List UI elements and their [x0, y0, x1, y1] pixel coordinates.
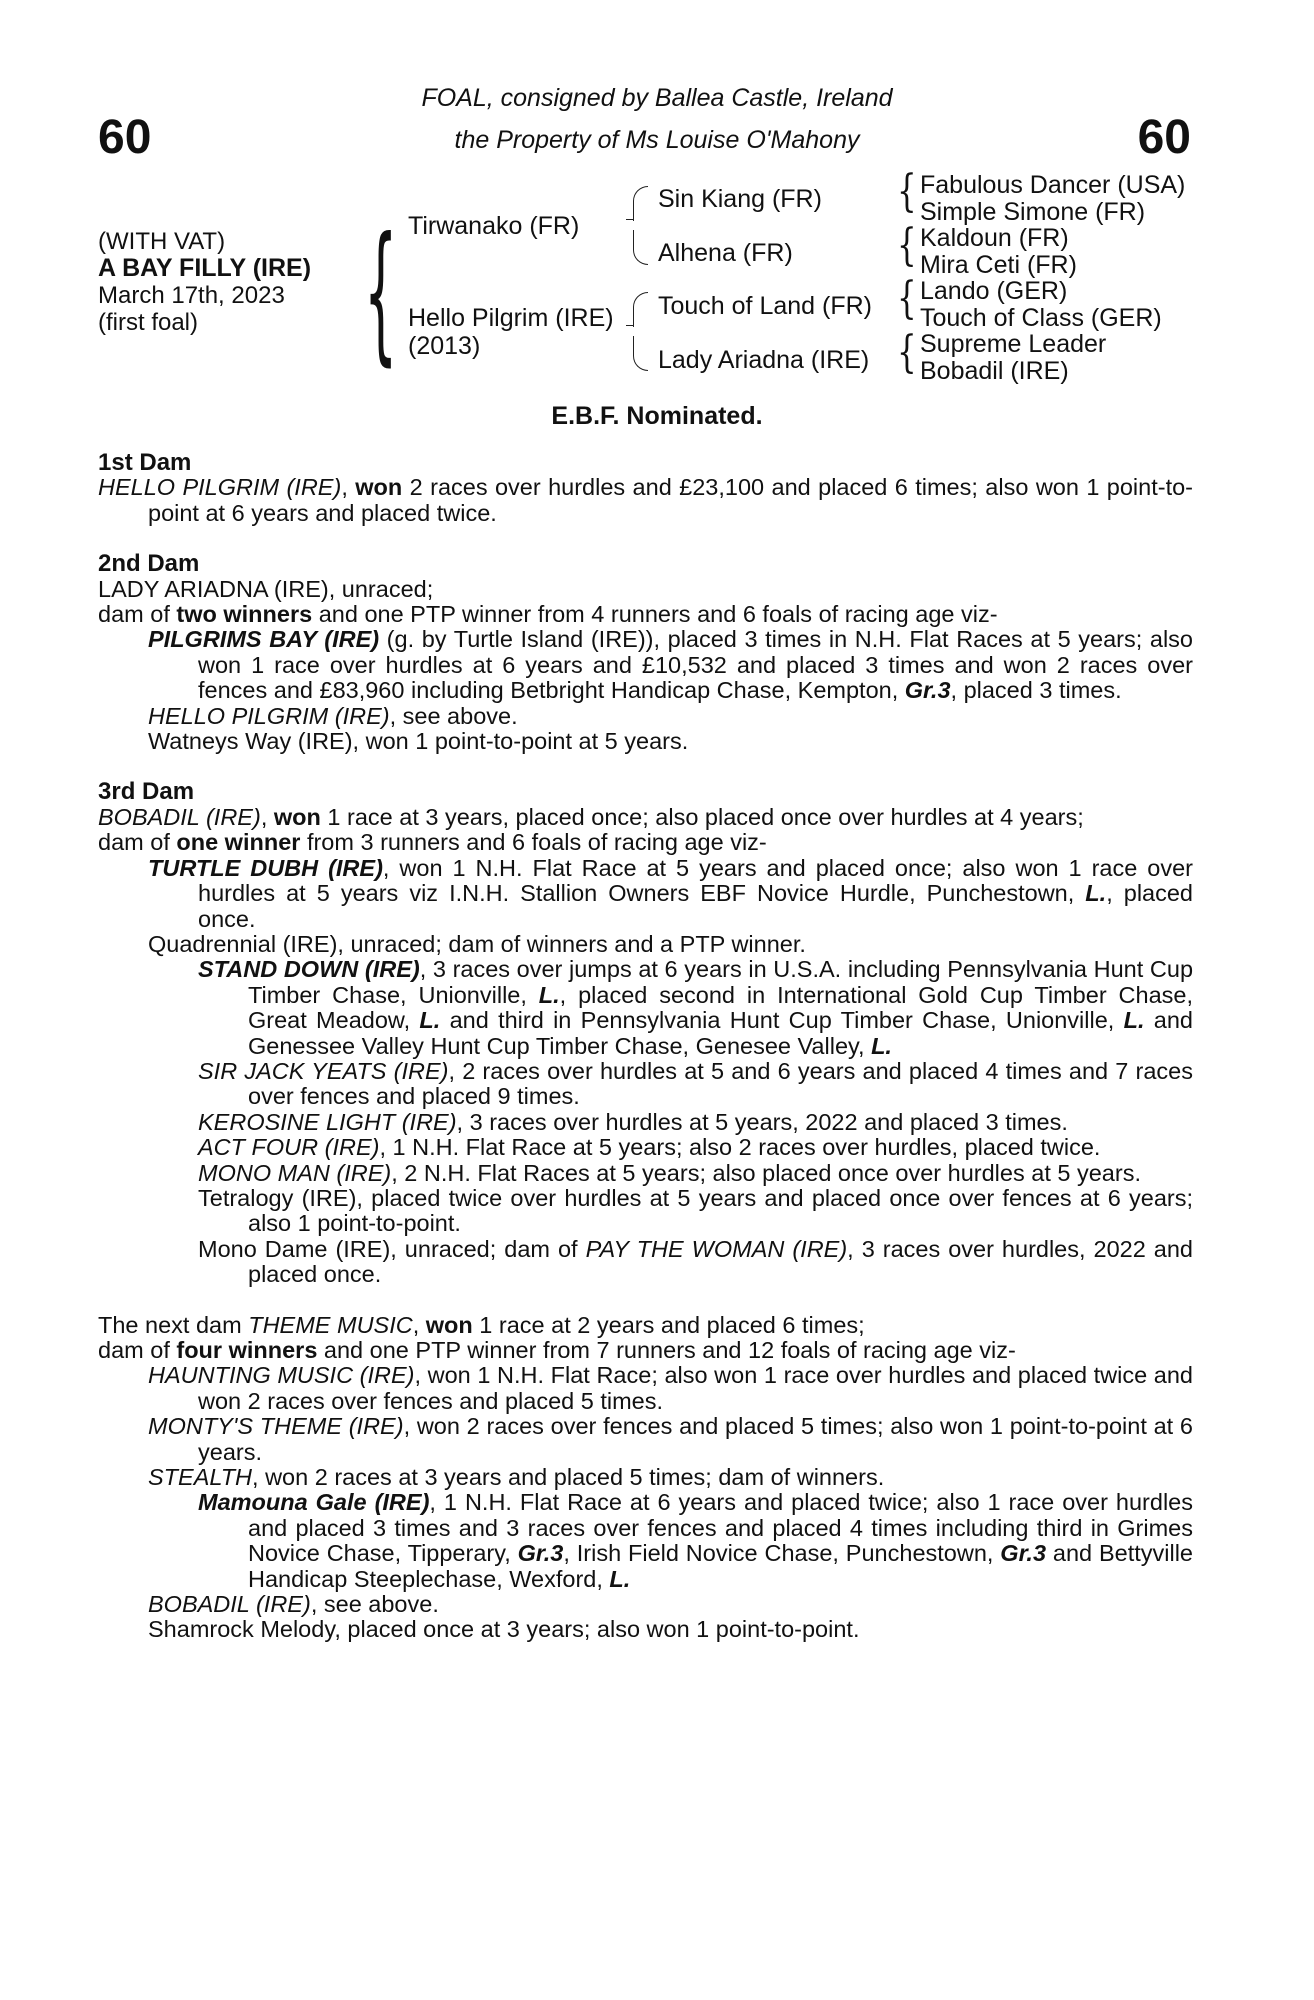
second-dam-produce-3: Watneys Way (IRE), won 1 point-to-point at 5 years.	[148, 728, 689, 755]
text: , won 2 races over fences and placed 5 times; also won 1 point-to-point at 6 years.	[198, 1413, 1193, 1465]
text: dam of	[98, 601, 177, 628]
produce-name: PAY THE WOMAN (IRE)	[585, 1235, 848, 1262]
dam-name: BOBADIL (IRE)	[98, 803, 261, 830]
grade-badge: Gr.3	[1000, 1540, 1047, 1567]
gen3-sss: Fabulous Dancer (USA)	[920, 171, 1186, 199]
consignor-line: FOAL, consigned by Ballea Castle, Ireland	[421, 84, 893, 112]
grade-badge: Gr.3	[517, 1540, 564, 1567]
ebf-nomination: E.B.F. Nominated.	[551, 402, 763, 430]
dam-year: (2013)	[408, 332, 481, 360]
sire-brace-point	[626, 219, 634, 220]
dam-brace-top	[633, 292, 648, 327]
listed-badge: L.	[871, 1032, 892, 1059]
gen3-ddd: Bobadil (IRE)	[920, 356, 1069, 385]
second-dam-heading: 2nd Dam	[98, 550, 200, 578]
winners-count: one winner	[176, 829, 301, 856]
property-line: the Property of Ms Louise O'Mahony	[454, 126, 860, 154]
sire-name: Tirwanako (FR)	[408, 212, 580, 240]
third-dam-line2	[98, 830, 1193, 855]
second-dam-produce-1	[98, 627, 1193, 703]
winners-count: two winners	[176, 601, 313, 628]
text: (g. by Turtle Island (IRE)), placed 3 times in N.H. Flat Races at 5 years; also won 1 race over hurdles at 6 years and £10,532 and placed 3 times and won 2 races over fences and £83,960 including Betbright Handicap Chase, Kempton,	[198, 626, 1193, 704]
dam-brace-point	[626, 325, 634, 326]
text: and Genessee Valley Hunt Cup Timber Chase, Genesee Valley,	[248, 1007, 1193, 1059]
listed-badge: L.	[609, 1565, 631, 1592]
produce-name: BOBADIL (IRE)	[148, 1591, 311, 1618]
won-word: won	[273, 803, 321, 830]
produce-name: ACT FOUR (IRE)	[198, 1134, 380, 1161]
third-dam-grand-3	[98, 1110, 1193, 1135]
sire-brace-bottom	[633, 230, 648, 265]
text: , 3 races over hurdles at 5 years, 2022 and placed 3 times.	[456, 1108, 1068, 1135]
produce-name: STEALTH	[148, 1464, 253, 1491]
gen3-ssd: Simple Simone (FR)	[920, 197, 1146, 226]
third-dam-heading: 3rd Dam	[98, 778, 195, 806]
produce-name: MONO MAN (IRE)	[198, 1159, 392, 1186]
text: and third in Pennsylvania Hunt Cup Timber Chase, Unionville,	[440, 1007, 1124, 1034]
dam-dam: Lady Ariadna (IRE)	[658, 346, 870, 374]
text: , see above.	[310, 1591, 439, 1618]
sire-sire: Sin Kiang (FR)	[658, 185, 822, 213]
next-dam-line1: The next dam THEME MUSIC, won 1 race at 2 years and placed 6 times;	[98, 1311, 865, 1338]
gen3-group-1	[920, 172, 1185, 384]
text: and Bettyville Handicap Steeplechase, Wexford,	[248, 1540, 1193, 1592]
text: and one PTP winner from 4 runners and 6 foals of racing age viz-	[312, 601, 998, 628]
third-dam-grand-1	[98, 957, 1193, 1059]
vat-note: (WITH VAT)	[98, 228, 226, 255]
listed-badge: L.	[1085, 880, 1107, 907]
third-dam-grand-2	[98, 1059, 1193, 1110]
gen3-dsd: Touch of Class (GER)	[920, 303, 1162, 332]
listed-badge: L.	[1123, 1007, 1145, 1034]
text: , placed once.	[198, 880, 1193, 932]
dam-name: Hello Pilgrim (IRE)	[408, 304, 614, 332]
won-word: won	[425, 1311, 473, 1338]
gen3-brace-1: {	[897, 166, 917, 217]
foaling-date: March 17th, 2023	[98, 282, 285, 309]
gen3-brace-3: {	[897, 273, 917, 324]
text: , 2 N.H. Flat Races at 5 years; also placed once over hurdles at 5 years.	[391, 1159, 1141, 1186]
gen3-dss: Lando (GER)	[920, 277, 1068, 305]
sire-dam: Alhena (FR)	[658, 239, 793, 267]
gen3-brace-4: {	[897, 327, 917, 378]
foal-note: (first foal)	[98, 309, 199, 336]
listed-badge: L.	[419, 1007, 441, 1034]
text: dam of	[98, 1337, 177, 1363]
text: , placed 3 times.	[950, 677, 1122, 704]
third-dam-grand-4	[98, 1135, 1193, 1160]
produce-name: SIR JACK YEATS (IRE)	[198, 1057, 449, 1084]
produce-name: HAUNTING MUSIC (IRE)	[148, 1362, 415, 1389]
second-dam-line2	[98, 602, 1193, 627]
main-brace: {	[364, 206, 398, 380]
next-dam-produce-1	[98, 1363, 1193, 1414]
won-word: won	[355, 474, 403, 501]
text: , 1 N.H. Flat Race at 5 years; also 2 races over hurdles, placed twice.	[379, 1134, 1101, 1161]
text: Mono Dame (IRE), unraced; dam of	[198, 1235, 586, 1262]
text: , 3 races over hurdles, 2022 and placed once.	[248, 1235, 1194, 1288]
text: , won 1 N.H. Flat Race; also won 1 race over hurdles and placed twice and won 2 races over fences and placed 5 times.	[198, 1362, 1193, 1414]
text: The next dam	[98, 1311, 249, 1338]
third-dam-line1: BOBADIL (IRE), won 1 race at 3 years, placed once; also placed once over hurdles at 4 years;	[98, 803, 1084, 830]
dam-brace-bottom	[633, 336, 648, 371]
text: , won 1 N.H. Flat Race at 5 years and placed once; also won 1 race over hurdles at 5 years viz I.N.H. Stallion Owners EBF Novice Hurdle, Punchestown,	[198, 854, 1193, 907]
text: , see above.	[389, 702, 518, 729]
text: , won 2 races at 3 years and placed 5 times; dam of winners.	[252, 1464, 885, 1491]
catalogue-body	[98, 450, 1193, 1643]
text: dam of	[98, 829, 177, 856]
gen3-dds: Supreme Leader	[920, 330, 1107, 358]
next-dam-produce-3	[98, 1465, 1193, 1490]
third-dam-grand-6: Tetralogy (IRE), placed twice over hurdles at 5 years and placed once over fences at 6 years; also 1 point-to-point.	[198, 1184, 1193, 1237]
text: , placed second in International Gold Cup Timber Chase, Great Meadow,	[248, 981, 1193, 1034]
third-dam-grand-5	[98, 1161, 1193, 1186]
produce-name: STAND DOWN (IRE)	[198, 956, 420, 983]
first-dam-text: 2 races over hurdles and £23,100 and placed 6 times; also won 1 point-to-point at 6 years and placed twice.	[148, 474, 1193, 526]
text: , 3 races over jumps at 6 years in U.S.A. including Pennsylvania Hunt Cup Timber Chase, Unionville,	[248, 956, 1194, 1008]
listed-badge: L.	[538, 981, 560, 1008]
text: , Irish Field Novice Chase, Punchestown,	[563, 1540, 1001, 1567]
next-dam-produce-2	[98, 1414, 1193, 1465]
text: 1 race at 2 years and placed 6 times;	[472, 1311, 865, 1338]
third-dam-produce-2: Quadrennial (IRE), unraced; dam of winners and a PTP winner.	[148, 930, 806, 957]
winners-count: four winners	[176, 1337, 318, 1363]
next-dam-grand-1	[98, 1490, 1193, 1592]
third-dam-grand-7	[98, 1237, 1193, 1288]
sire-brace-top	[633, 186, 648, 221]
produce-name: KEROSINE LIGHT (IRE)	[198, 1108, 457, 1135]
grade-badge: Gr.3	[904, 677, 951, 704]
produce-name: TURTLE DUBH (IRE)	[148, 854, 383, 881]
text: , 1 N.H. Flat Race at 6 years and placed twice; also 1 race over hurdles and placed 3 times and 3 races over fences and placed 4 times including third in Grimes Novice Chase, Tipperary,	[248, 1489, 1193, 1567]
text: , 2 races over hurdles at 5 and 6 years and placed 4 times and 7 races over fences and placed 9 times.	[248, 1057, 1193, 1110]
lot-number-left: 60	[98, 111, 152, 164]
dam-name: THEME MUSIC	[248, 1311, 413, 1338]
third-dam-produce-1	[98, 856, 1193, 932]
gen3-sdd: Mira Ceti (FR)	[920, 250, 1077, 279]
next-dam-produce-5: Shamrock Melody, placed once at 3 years; also won 1 point-to-point.	[148, 1616, 860, 1643]
dam-sire: Touch of Land (FR)	[658, 292, 872, 320]
first-dam-name: HELLO PILGRIM (IRE)	[98, 474, 342, 501]
produce-name: MONTY'S THEME (IRE)	[148, 1413, 404, 1440]
first-dam-heading: 1st Dam	[98, 449, 192, 476]
text: from 3 runners and 6 foals of racing age viz-	[300, 829, 767, 856]
horse-name: A BAY FILLY (IRE)	[98, 254, 312, 282]
next-dam-produce-4	[98, 1592, 1193, 1617]
gen3-brace-2: {	[897, 220, 917, 271]
first-dam-entry: HELLO PILGRIM (IRE), won 2 races over hurdles and £23,100 and placed 6 times; also won 1 point-to-point at 6 years and placed twice.	[98, 474, 1193, 526]
text: and one PTP winner from 7 runners and 12 foals of racing age viz-	[317, 1337, 1016, 1363]
lot-number-right: 60	[1137, 111, 1191, 164]
second-dam-line1: LADY ARIADNA (IRE), unraced;	[98, 575, 434, 602]
produce-name: Mamouna Gale (IRE)	[198, 1489, 430, 1516]
subject-block	[98, 228, 311, 336]
second-dam-produce-2	[98, 704, 1193, 729]
gen3-sds: Kaldoun (FR)	[920, 224, 1069, 252]
produce-name: PILGRIMS BAY (IRE)	[148, 626, 380, 653]
text: 1 race at 3 years, placed once; also placed once over hurdles at 4 years;	[320, 803, 1084, 830]
next-dam-line2	[98, 1338, 1193, 1363]
produce-name: HELLO PILGRIM (IRE)	[148, 702, 390, 729]
